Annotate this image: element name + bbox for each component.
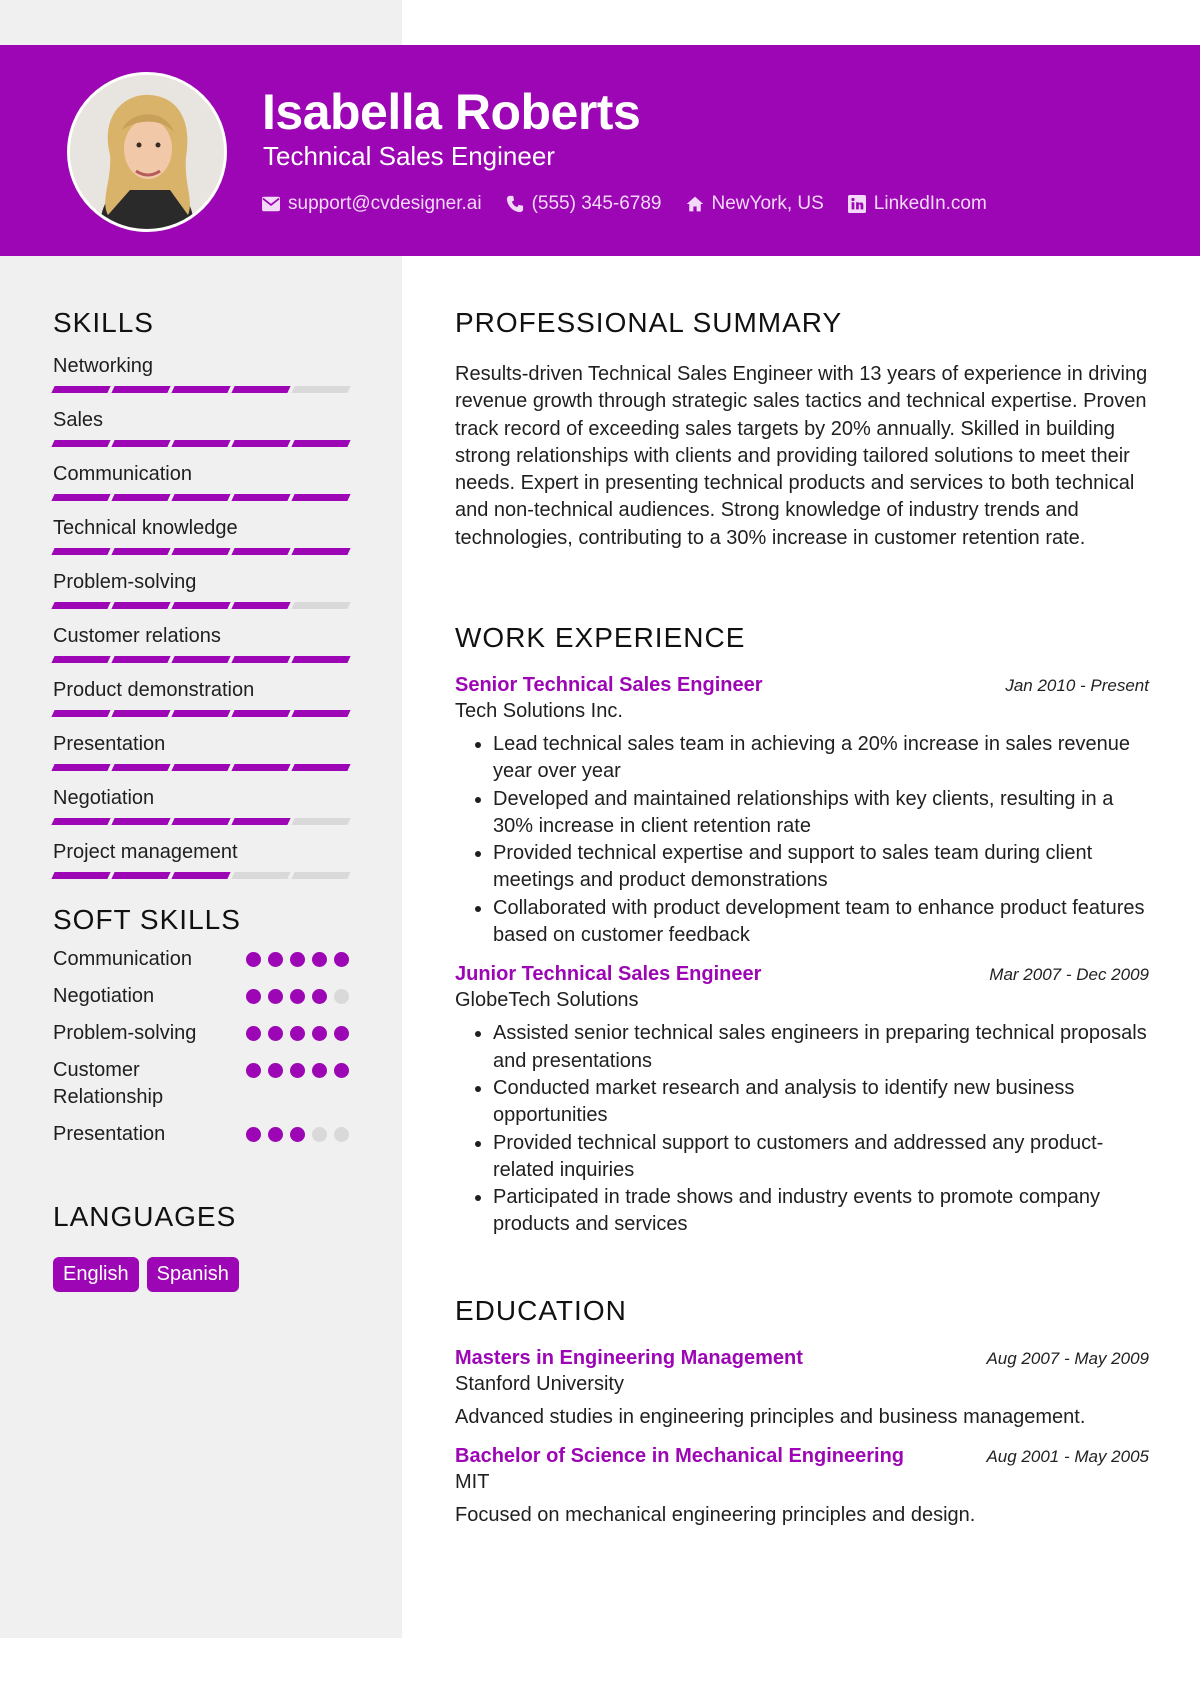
linkedin-icon [848,195,866,213]
skill-level-segment [291,656,350,663]
rating-dot [334,1127,349,1142]
skill-level-bars [53,440,349,447]
skill-level-segment [291,872,350,879]
skill-level-segment [231,656,290,663]
skill-level-segment [291,440,350,447]
skill-name: Technical knowledge [53,517,238,539]
experience-heading: WORK EXPERIENCE [455,622,746,653]
job-bullets [455,731,1149,949]
skill-level-bars [53,656,349,663]
skill-item [53,787,349,825]
skill-level-segment [231,548,290,555]
contact-phone[interactable] [506,193,662,215]
soft-skill-name: Customer Relationship [53,1059,164,1108]
rating-dot [312,989,327,1004]
skill-level-segment [171,872,230,879]
soft-skill-item [53,946,349,973]
rating-dot [312,1127,327,1142]
education-dates: Aug 2001 - May 2005 [986,1447,1149,1467]
job-bullets [455,1020,1149,1238]
rating-dot [246,989,261,1004]
rating-dot [312,1063,327,1078]
phone-text: (555) 345-6789 [531,193,662,214]
company-name: Tech Solutions Inc. [455,700,623,722]
education-heading: EDUCATION [455,1295,627,1326]
skill-name: Networking [53,355,154,377]
rating-dot [290,1026,305,1041]
contact-email[interactable] [262,193,482,215]
rating-dot [312,1026,327,1041]
skill-level-segment [51,440,110,447]
skill-level-segment [51,818,110,825]
education-section [455,1295,1149,1530]
skill-level-segment [231,764,290,771]
skill-name: Problem-solving [53,571,197,593]
soft-skill-name: Negotiation [53,985,155,1007]
job-bullet: • Conducted market research and analysis to identify new business opportunities [493,1075,1149,1130]
skill-item [53,355,349,393]
job-bullet: • Provided technical support to customers and addressed any product-related inquiries [493,1130,1149,1185]
job-dates: Mar 2007 - Dec 2009 [989,965,1149,985]
skill-level-segment [171,818,230,825]
skill-level-segment [111,872,170,879]
rating-dot [334,952,349,967]
skills-heading: SKILLS [53,307,154,338]
skill-item [53,409,349,447]
skill-level-bars [53,494,349,501]
phone-icon [506,195,524,213]
rating-dot [334,989,349,1004]
job-title: Senior Technical Sales Engineer [455,674,763,696]
skill-level-segment [51,386,110,393]
skill-level-segment [291,818,350,825]
soft-skill-name: Communication [53,948,192,970]
job-bullet: • Developed and maintained relationships with key clients, resulting in a 30% increase in client retention rate [493,786,1149,841]
skill-level-segment [111,710,170,717]
job-header [455,963,1149,986]
skill-level-segment [171,764,230,771]
rating-dot [268,952,283,967]
education-list [455,1347,1149,1530]
rating-dot [268,1063,283,1078]
skill-level-segment [51,710,110,717]
soft-skill-rating [246,1063,349,1078]
skill-item [53,841,349,879]
rating-dot [312,952,327,967]
header-banner [0,45,1200,256]
skill-item [53,463,349,501]
rating-dot [246,1026,261,1041]
skill-level-segment [171,548,230,555]
job-bullet: • Lead technical sales team in achieving a 20% increase in sales revenue year over year [493,731,1149,786]
skill-level-bars [53,710,349,717]
job-header [455,674,1149,697]
education-dates: Aug 2007 - May 2009 [986,1349,1149,1368]
soft-skills-list [53,946,349,1148]
skill-level-segment [111,818,170,825]
skill-name: Project management [53,841,238,863]
skill-level-segment [291,386,350,393]
envelope-icon [262,195,280,213]
skill-level-segment [291,548,350,555]
skill-item [53,733,349,771]
skill-level-segment [171,602,230,609]
rating-dot [268,989,283,1004]
rating-dot [246,1127,261,1142]
skill-level-segment [231,440,290,447]
job-bullet: • Provided technical expertise and support to sales team during client meetings and product demonstrations [493,840,1149,895]
skill-level-bars [53,602,349,609]
rating-dot [290,952,305,967]
candidate-name: Isabella Roberts [262,84,641,140]
rating-dot [246,1063,261,1078]
soft-skills-section [53,904,349,1148]
soft-skill-item [53,1121,349,1148]
avatar-illustration [70,75,224,229]
degree-title: Masters in Engineering Management [455,1347,803,1369]
contact-linkedin[interactable] [848,193,987,215]
skill-level-segment [171,494,230,501]
skill-level-segment [291,602,350,609]
skill-level-bars [53,818,349,825]
languages-heading: LANGUAGES [53,1201,237,1232]
skill-item [53,517,349,555]
skill-level-segment [51,602,110,609]
job-dates: Jan 2010 - Present [1005,676,1149,695]
school-name: Stanford University [455,1373,624,1395]
skill-level-segment [291,710,350,717]
skills-section [53,307,349,879]
education-description: Advanced studies in engineering principles and business management. [455,1406,1086,1428]
skills-list [53,355,349,879]
skill-name: Communication [53,463,192,485]
soft-skills-heading: SOFT SKILLS [53,904,241,935]
school-name: MIT [455,1471,490,1494]
contact-location[interactable] [686,193,824,215]
rating-dot [268,1127,283,1142]
skill-name: Sales [53,409,104,431]
soft-skill-item [53,1020,349,1047]
skill-level-bars [53,872,349,879]
home-icon [686,195,704,213]
rating-dot [290,1127,305,1142]
languages-list [53,1257,349,1292]
language-badge: Spanish [147,1257,239,1292]
skill-item [53,679,349,717]
skill-level-bars [53,764,349,771]
job-bullet: • Participated in trade shows and industry events to promote company products and services [493,1184,1149,1239]
rating-dot [268,1026,283,1041]
skill-level-segment [171,656,230,663]
skill-level-segment [111,656,170,663]
skill-level-segment [231,818,290,825]
skill-level-segment [291,494,350,501]
education-header [455,1445,1149,1468]
skill-level-bars [53,386,349,393]
skill-level-segment [171,440,230,447]
job-bullet: • Assisted senior technical sales engineers in preparing technical proposals and presentations [493,1020,1149,1075]
jobs-list [455,674,1149,1239]
languages-section [53,1201,349,1292]
skill-level-segment [111,386,170,393]
skill-level-segment [231,602,290,609]
soft-skill-rating [246,1026,349,1041]
rating-dot [334,1063,349,1078]
language-badge: English [53,1257,139,1292]
summary-section [455,307,1149,552]
skill-name: Customer relations [53,625,221,647]
skill-level-segment [231,872,290,879]
skill-level-segment [51,656,110,663]
skill-item [53,625,349,663]
skill-level-segment [231,386,290,393]
education-entry [455,1445,1149,1529]
soft-skill-rating [246,989,349,1004]
location-text: NewYork, US [711,193,824,214]
linkedin-text: LinkedIn.com [873,193,987,214]
contact-bar [262,193,987,215]
job-bullet: • Collaborated with product development team to enhance product features based on customer feedback [493,895,1149,950]
email-text: support@cvdesigner.ai [288,193,482,214]
skill-level-segment [111,764,170,771]
skill-level-segment [111,440,170,447]
skill-level-segment [111,548,170,555]
skill-name: Product demonstration [53,679,255,701]
skill-level-segment [51,872,110,879]
soft-skill-item [53,1057,349,1111]
skill-level-segment [111,494,170,501]
job-entry [455,963,1149,1238]
skill-level-segment [51,494,110,501]
rating-dot [246,952,261,967]
candidate-title: Technical Sales Engineer [263,141,555,171]
education-entry [455,1347,1149,1431]
job-entry [455,674,1149,949]
skill-level-segment [291,764,350,771]
summary-heading: PROFESSIONAL SUMMARY [455,307,843,338]
soft-skill-name: Problem-solving [53,1022,197,1044]
education-description: Focused on mechanical engineering principles and design. [455,1504,976,1527]
soft-skill-rating [246,952,349,967]
profile-photo [67,72,227,232]
skill-level-segment [231,710,290,717]
skill-level-segment [111,602,170,609]
rating-dot [290,1063,305,1078]
job-title: Junior Technical Sales Engineer [455,963,762,986]
summary-text: Results-driven Technical Sales Engineer with 13 years of experience in driving revenue growth through strategic sales tactics and technical expertise. Proven track record of exceeding sales targets by 20% annually. Skilled in building strong relationships with clients and providing tailored solutions to meet their needs. Expert in presenting technical products and services to both technical and non-technical audiences. Strong knowledge of industry trends and technologies, contributing to a 30% increase in customer retention rate. [455,363,1148,549]
skill-level-bars [53,548,349,555]
degree-title: Bachelor of Science in Mechanical Engineering [455,1445,905,1468]
company-name: GlobeTech Solutions [455,989,639,1012]
rating-dot [334,1026,349,1041]
skill-item [53,571,349,609]
soft-skill-rating [246,1127,349,1142]
skill-name: Presentation [53,733,166,755]
soft-skill-item [53,983,349,1010]
experience-section [455,622,1149,1239]
skill-level-segment [171,710,230,717]
skill-name: Negotiation [53,787,155,809]
education-header [455,1347,1149,1370]
skill-level-segment [231,494,290,501]
rating-dot [290,989,305,1004]
skill-level-segment [51,764,110,771]
skill-level-segment [51,548,110,555]
soft-skill-name: Presentation [53,1123,166,1145]
skill-level-segment [171,386,230,393]
